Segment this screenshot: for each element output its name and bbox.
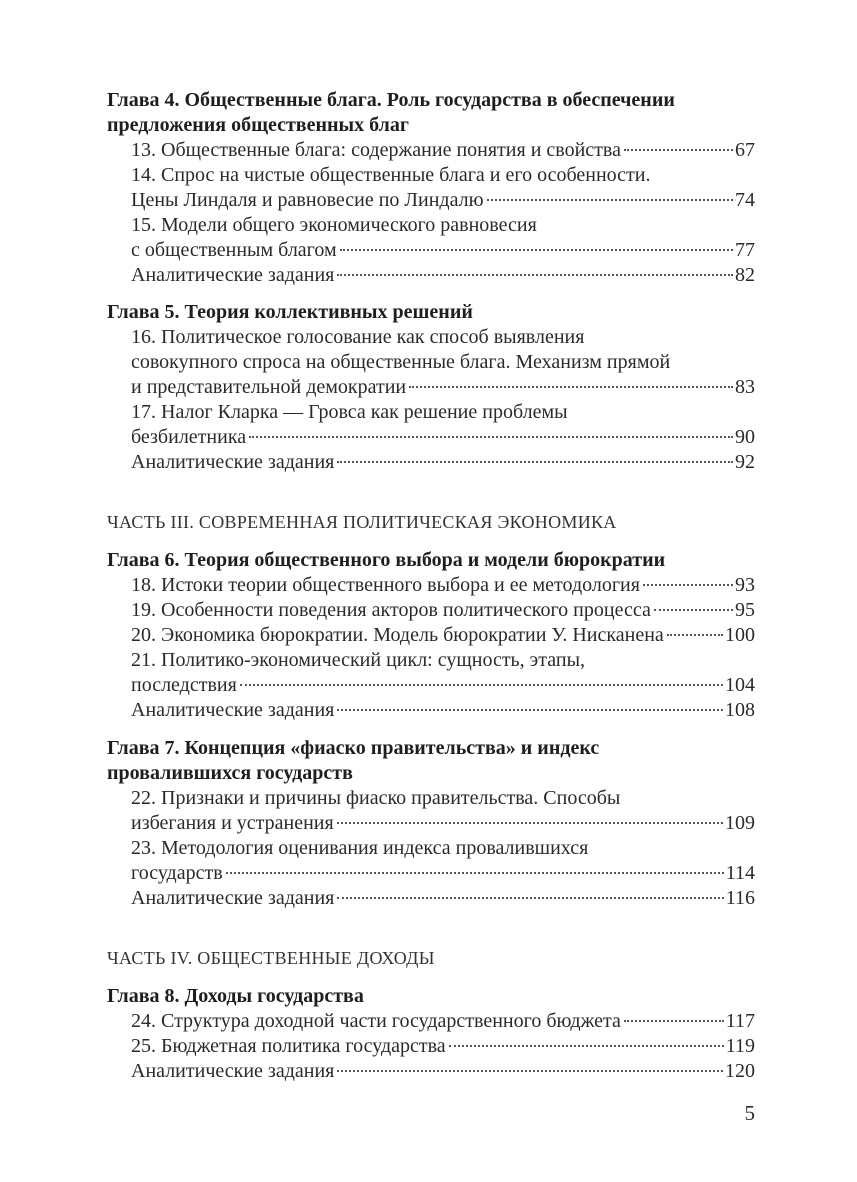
entry-page-number: 120 bbox=[725, 1060, 755, 1082]
dot-leader bbox=[249, 436, 733, 438]
part-section bbox=[107, 510, 755, 535]
entry-page-number: 116 bbox=[725, 887, 755, 909]
entry-title: Аналитические задания bbox=[131, 887, 335, 909]
toc-entry-line[interactable] bbox=[107, 325, 755, 350]
toc-entry-line[interactable] bbox=[107, 573, 755, 598]
entry-title: Аналитические задания bbox=[131, 699, 335, 721]
entry-page-number: 119 bbox=[725, 1035, 755, 1057]
entry-title: 17. Налог Кларка — Гровса как решение проблемы bbox=[131, 401, 568, 423]
entry-page-number: 74 bbox=[735, 189, 755, 211]
chapter-section bbox=[107, 548, 755, 723]
dot-leader bbox=[337, 897, 723, 899]
toc-entry-line[interactable] bbox=[107, 138, 755, 163]
dot-leader bbox=[487, 199, 733, 201]
entry-page-number: 92 bbox=[735, 451, 755, 473]
part-section bbox=[107, 946, 755, 971]
dot-leader bbox=[340, 249, 733, 251]
dot-leader bbox=[337, 461, 733, 463]
entry-page-number: 77 bbox=[735, 239, 755, 261]
part-heading: ЧАСТЬ IV. ОБЩЕСТВЕННЫЕ ДОХОДЫ bbox=[107, 948, 435, 968]
toc-entry-line[interactable] bbox=[107, 698, 755, 723]
chapter-section bbox=[107, 984, 755, 1084]
chapter-heading: Глава 6. Теория общественного выбора и модели бюрократии bbox=[107, 549, 666, 571]
chapter-heading: Глава 7. Концепция «фиаско правительства» и индекс bbox=[107, 737, 600, 759]
entry-title: Аналитические задания bbox=[131, 451, 335, 473]
chapter-heading: Глава 4. Общественные блага. Роль государства в обеспечении bbox=[107, 89, 675, 111]
toc-entry-line[interactable] bbox=[107, 673, 755, 698]
toc-entry-line[interactable] bbox=[107, 1034, 755, 1059]
toc-entry-line[interactable] bbox=[107, 861, 755, 886]
entry-page-number: 100 bbox=[725, 624, 755, 646]
entry-title: Аналитические задания bbox=[131, 264, 335, 286]
toc-entry-line[interactable] bbox=[107, 163, 755, 188]
dot-leader bbox=[337, 709, 723, 711]
dot-leader bbox=[449, 1045, 724, 1047]
entry-title: последствия bbox=[131, 674, 237, 696]
chapter-section bbox=[107, 736, 755, 911]
toc-entry-line[interactable] bbox=[107, 350, 755, 375]
entry-title: 25. Бюджетная политика государства bbox=[131, 1035, 446, 1057]
dot-leader bbox=[337, 822, 723, 824]
toc-entry-line[interactable] bbox=[107, 188, 755, 213]
toc-entry-line[interactable] bbox=[107, 263, 755, 288]
entry-page-number: 93 bbox=[735, 574, 755, 596]
chapter-heading: Глава 8. Доходы государства bbox=[107, 985, 364, 1007]
entry-page-number: 82 bbox=[735, 264, 755, 286]
chapter-section bbox=[107, 300, 755, 475]
toc-entry-line[interactable] bbox=[107, 623, 755, 648]
dot-leader bbox=[624, 149, 733, 151]
chapter-heading: предложения общественных благ bbox=[107, 114, 409, 136]
entry-title: Аналитические задания bbox=[131, 1060, 335, 1082]
entry-page-number: 95 bbox=[735, 599, 755, 621]
entry-title: и представительной демократии bbox=[131, 376, 407, 398]
entry-title: избегания и устранения bbox=[131, 812, 334, 834]
toc-entry-line[interactable] bbox=[107, 598, 755, 623]
toc-entry-line[interactable] bbox=[107, 238, 755, 263]
toc-entry-line[interactable] bbox=[107, 375, 755, 400]
entry-title: 14. Спрос на чистые общественные блага и его особенности. bbox=[131, 164, 651, 186]
toc-entry-line[interactable] bbox=[107, 450, 755, 475]
dot-leader bbox=[337, 1070, 723, 1072]
entry-page-number: 109 bbox=[725, 812, 755, 834]
dot-leader bbox=[226, 872, 724, 874]
chapter-heading: провалившихся государств bbox=[107, 762, 353, 784]
entry-page-number: 90 bbox=[735, 426, 755, 448]
toc-entry-line[interactable] bbox=[107, 1009, 755, 1034]
entry-title: 21. Политико-экономический цикл: сущность, этапы, bbox=[131, 649, 586, 671]
entry-title: 19. Особенности поведения акторов политического процесса bbox=[131, 599, 651, 621]
entry-page-number: 67 bbox=[735, 139, 755, 161]
entry-title: 18. Истоки теории общественного выбора и ее методология bbox=[131, 574, 640, 596]
entry-page-number: 83 bbox=[735, 376, 755, 398]
page-number: 5 bbox=[744, 1101, 755, 1125]
dot-leader bbox=[240, 684, 723, 686]
toc-entry-line[interactable] bbox=[107, 886, 755, 911]
dot-leader bbox=[654, 609, 733, 611]
entry-title: 20. Экономика бюрократии. Модель бюрократии У. Нисканена bbox=[131, 624, 664, 646]
entry-title: 16. Политическое голосование как способ выявления bbox=[131, 326, 585, 348]
dot-leader bbox=[667, 634, 723, 636]
toc-entry-line[interactable] bbox=[107, 213, 755, 238]
entry-title: 24. Структура доходной части государственного бюджета bbox=[131, 1010, 621, 1032]
toc-entry-line[interactable] bbox=[107, 648, 755, 673]
toc-entry-line[interactable] bbox=[107, 811, 755, 836]
dot-leader bbox=[643, 584, 733, 586]
entry-title: 22. Признаки и причины фиаско правительства. Способы bbox=[131, 787, 621, 809]
chapter-heading: Глава 5. Теория коллективных решений bbox=[107, 301, 473, 323]
chapter-section bbox=[107, 88, 755, 288]
toc-entry-line[interactable] bbox=[107, 1059, 755, 1084]
dot-leader bbox=[409, 386, 733, 388]
entry-title: 13. Общественные блага: содержание понятия и свойства bbox=[131, 139, 621, 161]
entry-title: с общественным благом bbox=[131, 239, 337, 261]
entry-title: совокупного спроса на общественные блага. Механизм прямой bbox=[131, 351, 671, 373]
toc-entry-line[interactable] bbox=[107, 425, 755, 450]
dot-leader bbox=[624, 1020, 724, 1022]
entry-title: государств bbox=[131, 862, 223, 884]
entry-title: Цены Линдаля и равновесие по Линдалю bbox=[131, 189, 484, 211]
dot-leader bbox=[337, 274, 733, 276]
toc-entry-line[interactable] bbox=[107, 836, 755, 861]
entry-page-number: 108 bbox=[725, 699, 755, 721]
entry-title: 15. Модели общего экономического равновесия bbox=[131, 214, 537, 236]
entry-title: 23. Методология оценивания индекса провалившихся bbox=[131, 837, 589, 859]
entry-page-number: 114 bbox=[725, 862, 755, 884]
entry-page-number: 104 bbox=[725, 674, 755, 696]
entry-title: безбилетника bbox=[131, 426, 247, 448]
toc-entry-line[interactable] bbox=[107, 786, 755, 811]
entry-page-number: 117 bbox=[725, 1010, 755, 1032]
toc-entry-line[interactable] bbox=[107, 400, 755, 425]
part-heading: ЧАСТЬ III. СОВРЕМЕННАЯ ПОЛИТИЧЕСКАЯ ЭКОНОМИКА bbox=[107, 512, 617, 532]
